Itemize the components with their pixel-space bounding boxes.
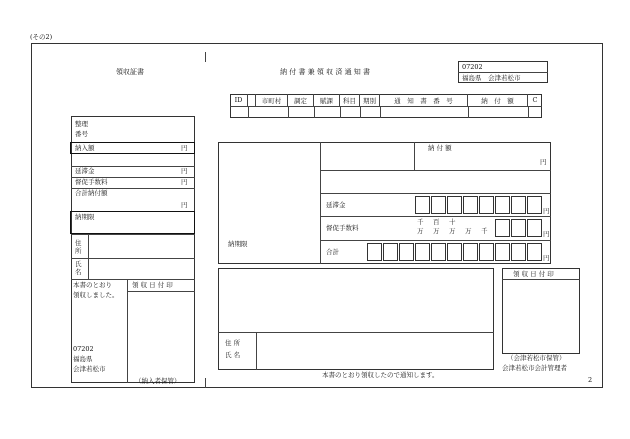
goukei-digit[interactable] <box>383 243 398 261</box>
notice-goukei-label: 合計 <box>326 248 339 256</box>
col-id: ID <box>230 94 248 106</box>
notice-pref-city: 福島県 会津若松市 <box>462 74 521 82</box>
digit-label-hyaku: 百 <box>433 218 440 226</box>
col-chotei: 調定 <box>288 94 314 106</box>
nounyu-label: 納入額 <box>75 144 95 152</box>
tokusoku-digit[interactable] <box>495 219 510 237</box>
notice-address-box[interactable] <box>218 268 494 370</box>
notice-jusho-label: 住 所 <box>225 339 241 347</box>
perforation-line-bottom <box>205 378 206 388</box>
receipt-statement-2: 領収しました。 <box>73 291 119 299</box>
page-label: (その2) <box>30 33 53 41</box>
tokusoku-yen: 円 <box>543 230 550 238</box>
goukei-digit[interactable] <box>431 243 446 261</box>
entaikin-digit[interactable] <box>527 196 542 214</box>
tokusoku-digit[interactable] <box>511 219 526 237</box>
receipt-city: 会津若松市 <box>73 365 106 373</box>
receipt-stamp-label: 領 収 日 付 印 <box>132 281 173 289</box>
goukei-digit[interactable] <box>479 243 494 261</box>
notice-entaikin-label: 延滞金 <box>326 201 346 209</box>
notice-title: 納 付 書 兼 領 収 済 通 知 書 <box>280 68 371 76</box>
tokusoku-yen: 円 <box>181 178 188 186</box>
goukei-digit[interactable] <box>415 243 430 261</box>
receipt-code: 07202 <box>73 345 94 353</box>
page-number: 2 <box>588 376 593 384</box>
goukei-yen: 円 <box>543 254 550 262</box>
tokusoku-label: 督促手数料 <box>75 178 108 186</box>
perforation-line <box>205 52 206 62</box>
col-c: C <box>532 96 538 104</box>
notice-tokusoku-label: 督促手数料 <box>326 224 359 232</box>
entaikin-yen: 円 <box>543 207 550 215</box>
entaikin-digit[interactable] <box>511 196 526 214</box>
tokusoku-digit[interactable] <box>527 219 542 237</box>
col-kibetsu: 期別 <box>360 94 380 106</box>
digit-label-ju: 十 <box>449 218 456 226</box>
col-nofu-gaku: 納 付 額 <box>468 94 528 106</box>
goukei-digit[interactable] <box>367 243 382 261</box>
goukei-digit[interactable] <box>511 243 526 261</box>
jusho-label-2: 所 <box>75 247 82 255</box>
notice-shimei-label: 氏 名 <box>225 351 241 359</box>
nouki-label: 納期限 <box>75 213 95 221</box>
notice-footer: 本書のとおり領収したので通知します。 <box>322 371 439 379</box>
digit-label-man-2: 万 <box>433 227 440 235</box>
col-shichoson: 市町村 <box>256 94 288 106</box>
entaikin-digit[interactable] <box>479 196 494 214</box>
entaikin-digit[interactable] <box>495 196 510 214</box>
digit-label-man-4: 万 <box>465 227 472 235</box>
seiri-label-2: 番号 <box>75 130 88 138</box>
notice-nouki-label: 納期限 <box>228 240 248 248</box>
goukei-digit[interactable] <box>463 243 478 261</box>
col-tsuchisho-bango: 通 知 書 番 号 <box>380 94 468 106</box>
goukei-digit[interactable] <box>495 243 510 261</box>
jusho-label-1: 住 <box>75 239 82 247</box>
entaikin-digit[interactable] <box>415 196 430 214</box>
entaikin-digit[interactable] <box>447 196 462 214</box>
col-kamoku: 科目 <box>340 94 360 106</box>
shimei-label-2: 名 <box>75 268 82 276</box>
entaikin-label: 延滞金 <box>75 167 95 175</box>
entaikin-digit[interactable] <box>463 196 478 214</box>
notice-stamp-box[interactable] <box>502 268 580 354</box>
receipt-stamp-area[interactable] <box>128 292 194 382</box>
goukei-digit[interactable] <box>447 243 462 261</box>
seiri-label-1: 整理 <box>75 120 88 128</box>
entaikin-digit[interactable] <box>431 196 446 214</box>
digit-label-sen-2: 千 <box>481 227 488 235</box>
col-fuka: 賦課 <box>314 94 340 106</box>
notice-keeper: （会津若松市保管） <box>507 354 566 362</box>
receipt-pref: 福島県 <box>73 355 93 363</box>
shimei-label-1: 氏 <box>75 260 82 268</box>
notice-stamp-label: 領 収 日 付 印 <box>513 270 554 278</box>
nounyu-yen: 円 <box>181 144 188 152</box>
goukei-digit[interactable] <box>399 243 414 261</box>
digit-label-man-1: 万 <box>417 227 424 235</box>
entaikin-yen: 円 <box>181 167 188 175</box>
receipt-keeper: （納入者保管） <box>135 377 181 385</box>
digit-label-sen: 千 <box>417 218 424 226</box>
notice-manager: 会津若松市会計管理者 <box>502 364 567 372</box>
receipt-statement-1: 本書のとおり <box>73 281 112 289</box>
notice-amount-label: 納 付 額 <box>428 144 452 152</box>
goukei-yen: 円 <box>181 201 188 209</box>
goukei-digit[interactable] <box>527 243 542 261</box>
goukei-label: 合計納付額 <box>75 189 108 197</box>
receipt-title: 領収証書 <box>116 68 144 76</box>
notice-code: 07202 <box>462 63 483 71</box>
notice-amount-yen: 円 <box>540 158 547 166</box>
digit-label-man-3: 万 <box>449 227 456 235</box>
